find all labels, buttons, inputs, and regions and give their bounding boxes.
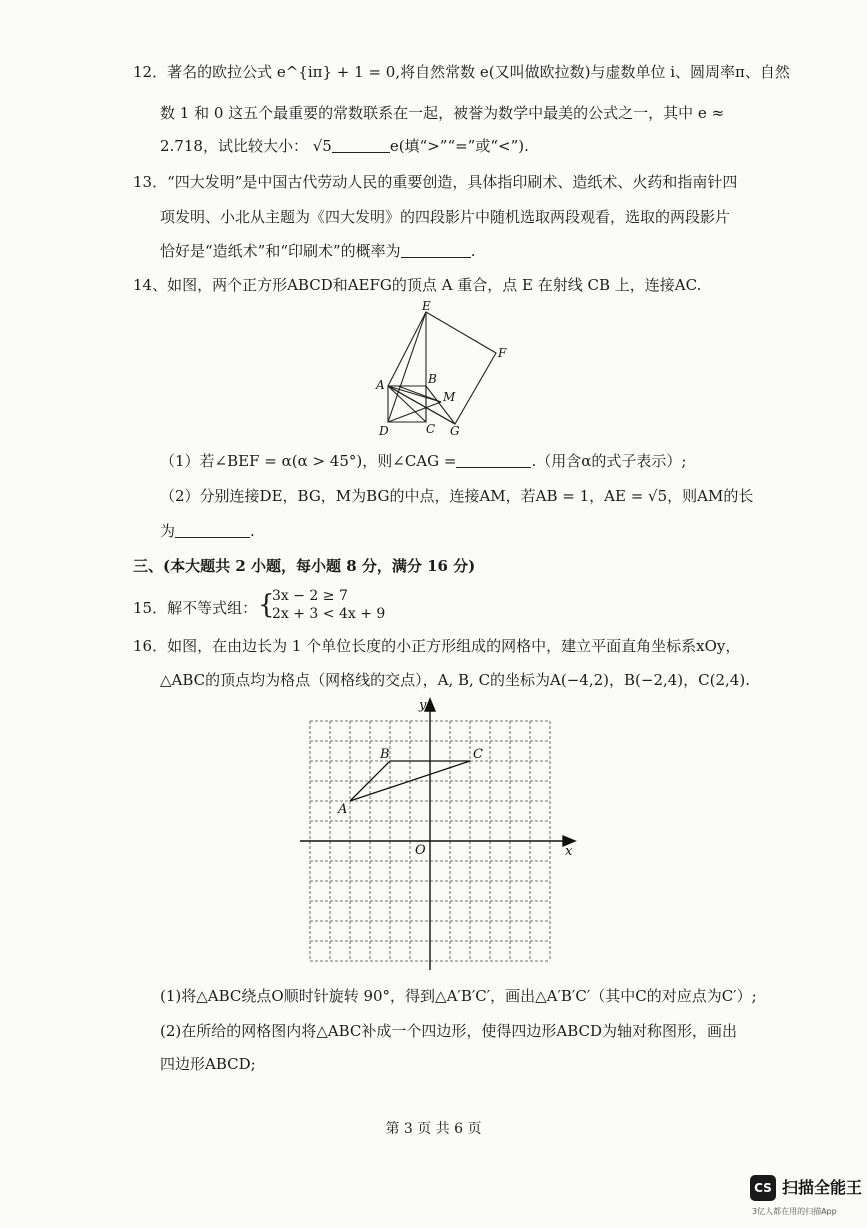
section-3-heading: 三、(本大题共 2 小题，每小题 8 分，满分 16 分) <box>133 557 476 575</box>
q13-line3 <box>160 241 475 261</box>
q14-part1-blank[interactable] <box>456 453 531 468</box>
q12-answer-blank[interactable] <box>332 138 390 153</box>
q15-brace: { <box>258 590 275 620</box>
q13-line3-text: 恰好是“造纸术”和“印刷术”的概率为 <box>160 242 401 260</box>
q15-ineq1: 3x − 2 ≥ 7 <box>272 588 348 604</box>
q14-line1: 14、如图，两个正方形ABCD和AEFG的顶点 A 重合，点 E 在射线 CB 上，连接AC. <box>133 276 702 294</box>
q14-part2-line1: （2）分别连接DE，BG，M为BG的中点，连接AM，若AB = 1，AE = √5，则AM的长 <box>160 487 754 505</box>
q14-part2-text: 为 <box>160 522 176 540</box>
q12-line3 <box>160 136 529 156</box>
label-b: B <box>428 372 437 386</box>
point-c-label: C <box>473 747 483 762</box>
label-a: A <box>376 378 385 392</box>
label-g: G <box>450 424 460 438</box>
q14-part2-tail: . <box>250 522 255 540</box>
label-e: E <box>422 300 431 313</box>
point-b-label: B <box>380 747 390 762</box>
page-footer: 第 3 页 共 6 页 <box>385 1121 482 1137</box>
label-m: M <box>443 390 456 404</box>
label-d: D <box>379 424 389 438</box>
q13-line2: 项发明、小北从主题为《四大发明》的四段影片中随机选取两段观看，选取的两段影片 <box>160 208 731 226</box>
q14-part2-blank[interactable] <box>175 523 250 538</box>
segment-aux <box>398 386 441 402</box>
label-c: C <box>426 422 436 436</box>
q16-line2: △ABC的顶点均为格点（网格线的交点），A, B, C的坐标为A(−4,2)，B(−2,4)，C(2,4). <box>160 671 750 689</box>
camscanner-logo-icon: CS <box>750 1175 776 1201</box>
q15-ineq2: 2x + 3 < 4x + 9 <box>272 606 386 622</box>
q12-line3-text: 2.718，试比较大小： √5 <box>160 137 332 155</box>
q13-line3-tail: . <box>470 242 476 260</box>
camscanner-name: 扫描全能王 <box>782 1178 863 1197</box>
origin-label: O <box>415 843 426 858</box>
point-a-label: A <box>338 802 348 817</box>
q16-coordinate-grid <box>295 695 585 975</box>
axis-y-label: y <box>419 698 427 713</box>
axis-x-label: x <box>565 844 573 859</box>
q12-line2: 数 1 和 0 这五个最重要的常数联系在一起，被誉为数学中最美的公式之一，其中 e ≈ <box>160 104 725 122</box>
q15-label: 15．解不等式组： <box>133 599 258 617</box>
q14-part2-line2 <box>160 521 255 541</box>
q12-line3-tail: e(填“>”“=”或“<”). <box>389 137 529 155</box>
q14-part1 <box>160 451 686 471</box>
q16-part1: (1)将△ABC绕点O顺时针旋转 90°，得到△A′B′C′，画出△A′B′C′（其中C的对应点为C′）; <box>160 987 757 1005</box>
q14-figure <box>370 300 520 445</box>
label-f: F <box>498 346 507 360</box>
segment-de <box>388 312 426 422</box>
q16-part2-line1: (2)在所给的网格图内将△ABC补成一个四边形，使得四边形ABCD为轴对称图形，画出 <box>160 1022 738 1040</box>
y-axis-arrow-icon <box>425 699 435 711</box>
q13-answer-blank[interactable] <box>401 243 471 258</box>
q14-part1-tail: .（用含α的式子表示）; <box>531 452 687 470</box>
q12-line1: 12．著名的欧拉公式 e^{iπ} + 1 = 0,将自然常数 e(又叫做欧拉数)与虚数单位 i、圆周率π、自然 <box>133 63 790 81</box>
q16-line1: 16．如图，在由边长为 1 个单位长度的小正方形组成的网格中，建立平面直角坐标系xOy， <box>133 637 741 655</box>
q13-line1: 13．“四大发明”是中国古代劳动人民的重要创造，具体指印刷术、造纸术、火药和指南针四 <box>133 173 738 191</box>
q16-part2-line2: 四边形ABCD; <box>160 1055 256 1073</box>
camscanner-tagline: 3亿人都在用的扫描App <box>752 1207 837 1216</box>
q14-part1-text: （1）若∠BEF = α(α > 45°)，则∠CAG = <box>160 452 457 470</box>
